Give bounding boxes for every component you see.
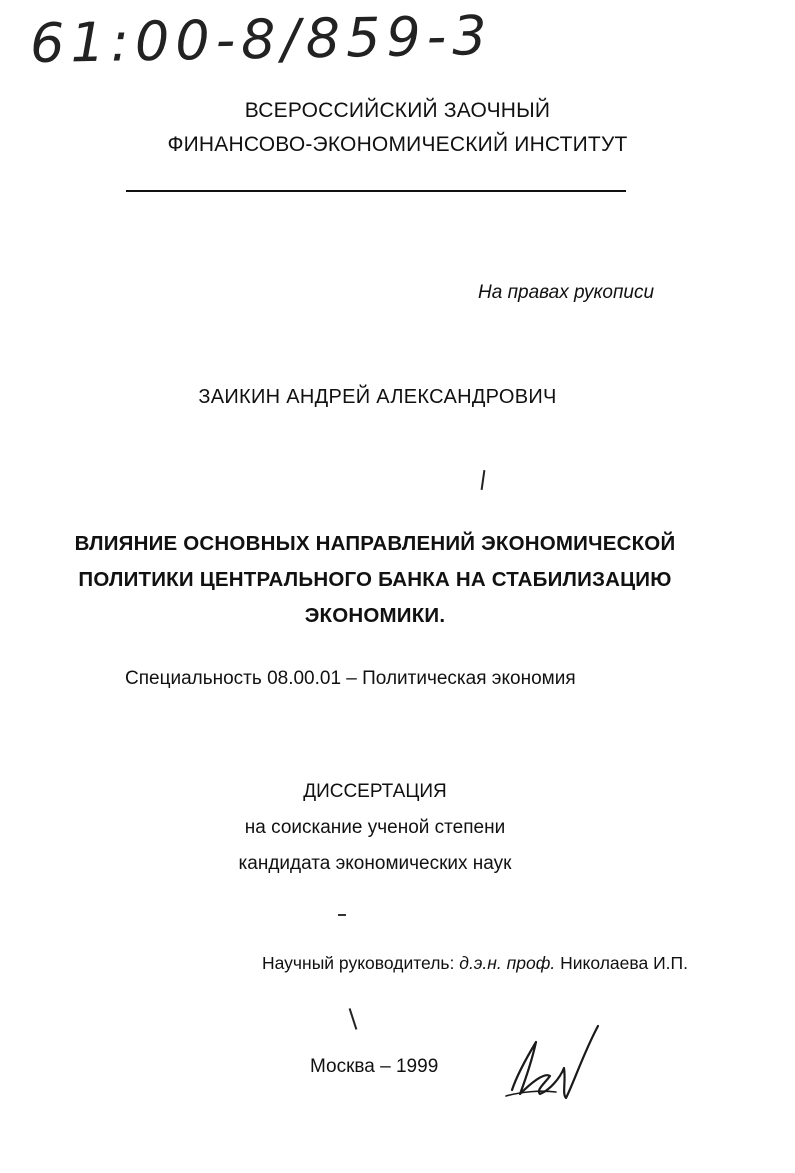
catalog-number: 61:00-8/859-3: [29, 3, 494, 76]
title-line-1: ВЛИЯНИЕ ОСНОВНЫХ НАПРАВЛЕНИЙ ЭКОНОМИЧЕСКОЙ: [74, 532, 676, 555]
degree-block: [0, 774, 750, 882]
city-year: Москва – 1999: [310, 1056, 439, 1077]
manuscript-note: На правах рукописи: [478, 282, 655, 303]
degree-line-2: кандидата экономических наук: [238, 853, 512, 874]
author-name: ЗАИКИН АНДРЕЙ АЛЕКСАНДРОВИЧ: [198, 386, 557, 408]
title-line-2: ПОЛИТИКИ ЦЕНТРАЛЬНОГО БАНКА НА СТАБИЛИЗАЦИЮ: [78, 568, 672, 591]
header-divider: [126, 190, 626, 192]
supervisor-name: Николаева И.П.: [560, 953, 688, 973]
specialty: Специальность 08.00.01 – Политическая экономия: [125, 668, 576, 689]
supervisor-credentials: д.э.н. проф.: [459, 953, 556, 973]
institute-name: [0, 94, 795, 162]
stray-pen-mark-2: [349, 1008, 357, 1029]
institute-line-2: ФИНАНСОВО-ЭКОНОМИЧЕСКИЙ ИНСТИТУТ: [167, 133, 628, 156]
degree-line-1: на соискание ученой степени: [244, 817, 506, 838]
title-line-3: ЭКОНОМИКИ.: [304, 604, 446, 627]
stray-pen-mark: [481, 470, 486, 490]
stray-dash-mark: [338, 914, 346, 916]
supervisor-label: Научный руководитель:: [262, 953, 455, 973]
dissertation-title: [60, 526, 690, 634]
degree-type: ДИССЕРТАЦИЯ: [303, 781, 447, 802]
institute-line-1: ВСЕРОССИЙСКИЙ ЗАОЧНЫЙ: [244, 99, 551, 122]
supervisor: [262, 953, 688, 974]
handwritten-signature-icon: [500, 1012, 610, 1112]
